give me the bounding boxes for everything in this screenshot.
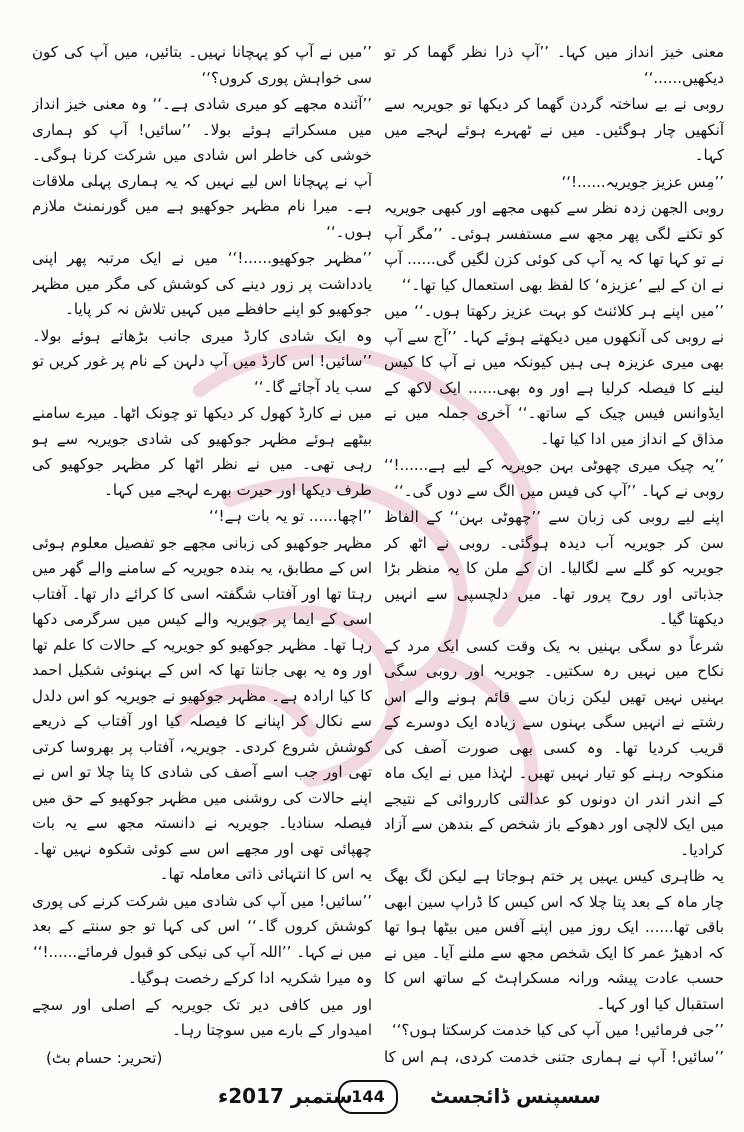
- paragraph: روبی نے بے ساختہ گردن گھما کر دیکھا تو جویریہ سے آنکھیں چار ہوگئیں۔ میں نے ٹھہرے ہوئے لہجے میں کہا۔: [384, 95, 724, 164]
- paragraph: ’’اچھا...... تو یہ بات ہے!‘‘: [208, 507, 372, 525]
- paragraph: وہ ایک شادی کارڈ میری جانب بڑھاتے ہوئے بولا۔ ’’سائیں! اس کارڈ میں آپ دلہن کے نام پر غور کریں تو سب یاد آجائے گا۔‘‘: [32, 326, 372, 396]
- paragraph: ’’یہ چیک میری چھوٹی بہن جویریہ کے لیے ہے......!‘‘ روبی نے کہا۔ ’’آپ کی فیس میں الگ سے دوں گی۔‘‘: [384, 456, 724, 500]
- paragraph: ’’آئندہ مجھے کو میری شادی ہے۔‘‘ وہ معنی خیز انداز میں مسکراتے ہوئے بولا۔ ’’سائیں! آپ کو ہماری خوشی کی خاطر اس شادی میں شرکت کرنا ہوگی۔ آپ نے پہچانا اس لیے نہیں کہ یہ ہماری پہلی ملاقات ہے۔ میرا نام مظہر جوکھیو ہے میں گورنمنٹ ملازم ہوں۔‘‘: [32, 95, 372, 241]
- author-credit: (تحریر: حسام بٹ): [46, 1049, 163, 1067]
- paragraph: ’’میں نے آپ کو پہچانا نہیں۔ بتائیں، میں آپ کی کون سی خواہش پوری کروں؟‘‘: [32, 43, 372, 87]
- text-column-left: [32, 40, 372, 1070]
- paragraph: ’’میں اپنے ہر کلائنٹ کو بہت عزیز رکھتا ہوں۔‘‘ میں نے روبی کی آنکھوں میں دیکھتے ہوئے کہا۔ ’’آج سے آپ بھی میری عزیزہ ہی ہیں کیونکہ میں نے آپ کا کیس لینے کا فیصلہ کرلیا ہے اور وہ بھی...... ایک لاکھ کے ایڈوانس فیس چیک کے ساتھ۔‘‘ آخری جملہ میں نے مذاق کے انداز میں ادا کیا تھا۔: [384, 302, 724, 448]
- issue-date: ستمبر 2017ء: [218, 1084, 353, 1108]
- paragraph: روبی الجھن زدہ نظر سے کبھی مجھے اور کبھی جویریہ کو تکنے لگی پھر مجھ سے مستفسر ہوئی۔ ’’مگر آپ نے تو کہا تھا کہ یہ آپ کی کوئی کزن لگیں گی...... آپ نے ان کے لیے ’عزیزہ‘ کا لفظ بھی استعمال کیا تھا۔‘‘: [384, 199, 724, 294]
- paragraph: ’’جی فرمائیں! میں آپ کی کیا خدمت کرسکتا ہوں؟‘‘: [391, 1021, 724, 1039]
- paragraph: اور میں کافی دیر تک جویریہ کے اصلی اور سچے امیدوار کے بارے میں سوچتا رہا۔: [32, 995, 372, 1039]
- paragraph: اپنے لیے روبی کی زبان سے ’’چھوٹی بہن‘‘ کے الفاظ سن کر جویریہ آب دیدہ ہوگئی۔ روبی نے اٹھ کر جویریہ کو گلے سے لگالیا۔ ان کے ملن کا یہ منظر بڑا جذباتی اور روح پرور تھا۔ میں دلچسپی سے انہیں دیکھتا گیا۔: [384, 508, 724, 628]
- paragraph: ’’سائیں! میں آپ کی شادی میں شرکت کرنے کی پوری کوشش کروں گا۔‘‘ اس کی کہا تو جو سنتے کے بعد میں نے کہا۔ ’’اللہ آپ کی نیکی کو قبول فرمائے......!‘‘: [32, 891, 372, 961]
- paragraph: ’’مِس عزیز جویریہ......!‘‘: [561, 172, 724, 191]
- magazine-name: سسپنس ڈائجسٹ: [430, 1084, 601, 1108]
- paragraph: وہ میرا شکریہ ادا کرکے رخصت ہوگیا۔: [128, 969, 372, 987]
- paragraph: شرعاً دو سگی بہنیں بہ یک وقت کسی ایک مرد کے نکاح میں نہیں رہ سکتیں۔ جویریہ اور روبی سگی بہنیں نہیں تھیں لیکن زبان سے قائم ہونے والے اس رشتے نے انہیں سگی بہنوں سے زیادہ ایک دوسرے کے قریب کردیا تھا۔ وہ کسی بھی صورت آصف کی منکوحہ رہنے کو تیار نہیں تھیں۔ لہٰذا میں نے ایک ماہ کے اندر اندر ان دونوں کو عدالتی کارروائی کے نتیجے میں ایک لالچی اور دھوکے باز شخص کے بندھن سے آزاد کرادیا۔: [384, 636, 724, 859]
- page-number: 144: [338, 1080, 398, 1114]
- text-column-right: [384, 40, 724, 1070]
- paragraph: یہ ظاہری کیس یہیں پر ختم ہوجاتا ہے لیکن لگ بھگ چار ماہ کے بعد پتا چلا کہ اس کیس کا ڈراپ سین ابھی باقی تھا...... ایک روز میں اپنے آفس میں بیٹھا ہوا تھا کہ ادھیڑ عمر کا ایک شخص مجھ سے ملنے آیا۔ میں نے حسب عادت پیشہ ورانہ مسکراہٹ کے ساتھ اس کا استقبال کیا اور کہا۔: [384, 867, 724, 1013]
- paragraph: ’’مظہر جوکھیو......!‘‘ میں نے ایک مرتبہ پھر اپنی یادداشت پر زور دینے کی کوشش کی مگر میں مظہر جوکھیو کو اپنے حافظے میں کہیں تلاش نہ کر پایا۔: [32, 249, 372, 318]
- paragraph: میں نے کارڈ کھول کر دیکھا تو چونک اٹھا۔ میرے سامنے بیٹھے ہوئے مظہر جوکھیو کی شادی جویریہ سے ہو رہی تھی۔ میں نے نظر اٹھا کر مظہر جوکھیو کی طرف دیکھا اور حیرت بھرے لہجے میں کہا۔: [32, 404, 372, 499]
- page-footer: [0, 1078, 744, 1118]
- paragraph: مظہر جوکھیو کی زبانی مجھے جو تفصیل معلوم ہوئی اس کے مطابق، یہ بندہ جویریہ کے سامنے والے گھر میں رہتا تھا اور آفتاب شگفتہ اسی کا کرائے دار تھا۔ آفتاب اسی کے ایما پر جویریہ والے کیس میں سرگرمی دکھا رہا تھا۔ مظہر جوکھیو کو جویریہ کے حالات کا علم تھا اور وہ یہ بھی جانتا تھا کہ اس کے بہنوئی شکیل احمد کا کیا ارادہ ہے۔ مظہر جوکھیو نے جویریہ کو اس دلدل سے نکال کر اپنانے کا فیصلہ کیا اور آفتاب کے ذریعے کوشش شروع کردی۔ جویریہ، آفتاب پر بھروسا کرتی تھی اور جب اسے آصف کی شادی کا پتا چلا تو اس نے اپنے حالات کی روشنی میں مظہر جوکھیو کے حق میں فیصلہ سنادیا۔ جویریہ نے دانستہ مجھ سے یہ بات چھپائی تھی اور مجھے اس سے کوئی شکوہ نہیں تھا۔ یہ اس کا انتہائی ذاتی معاملہ تھا۔: [32, 533, 372, 883]
- paragraph: ’’سائیں! آپ نے ہماری جتنی خدمت کردی، ہم اس کا: [384, 1047, 724, 1066]
- paragraph: معنی خیز انداز میں کہا۔ ’’آپ ذرا نظر گھما کر تو دیکھیں......‘‘: [384, 43, 724, 87]
